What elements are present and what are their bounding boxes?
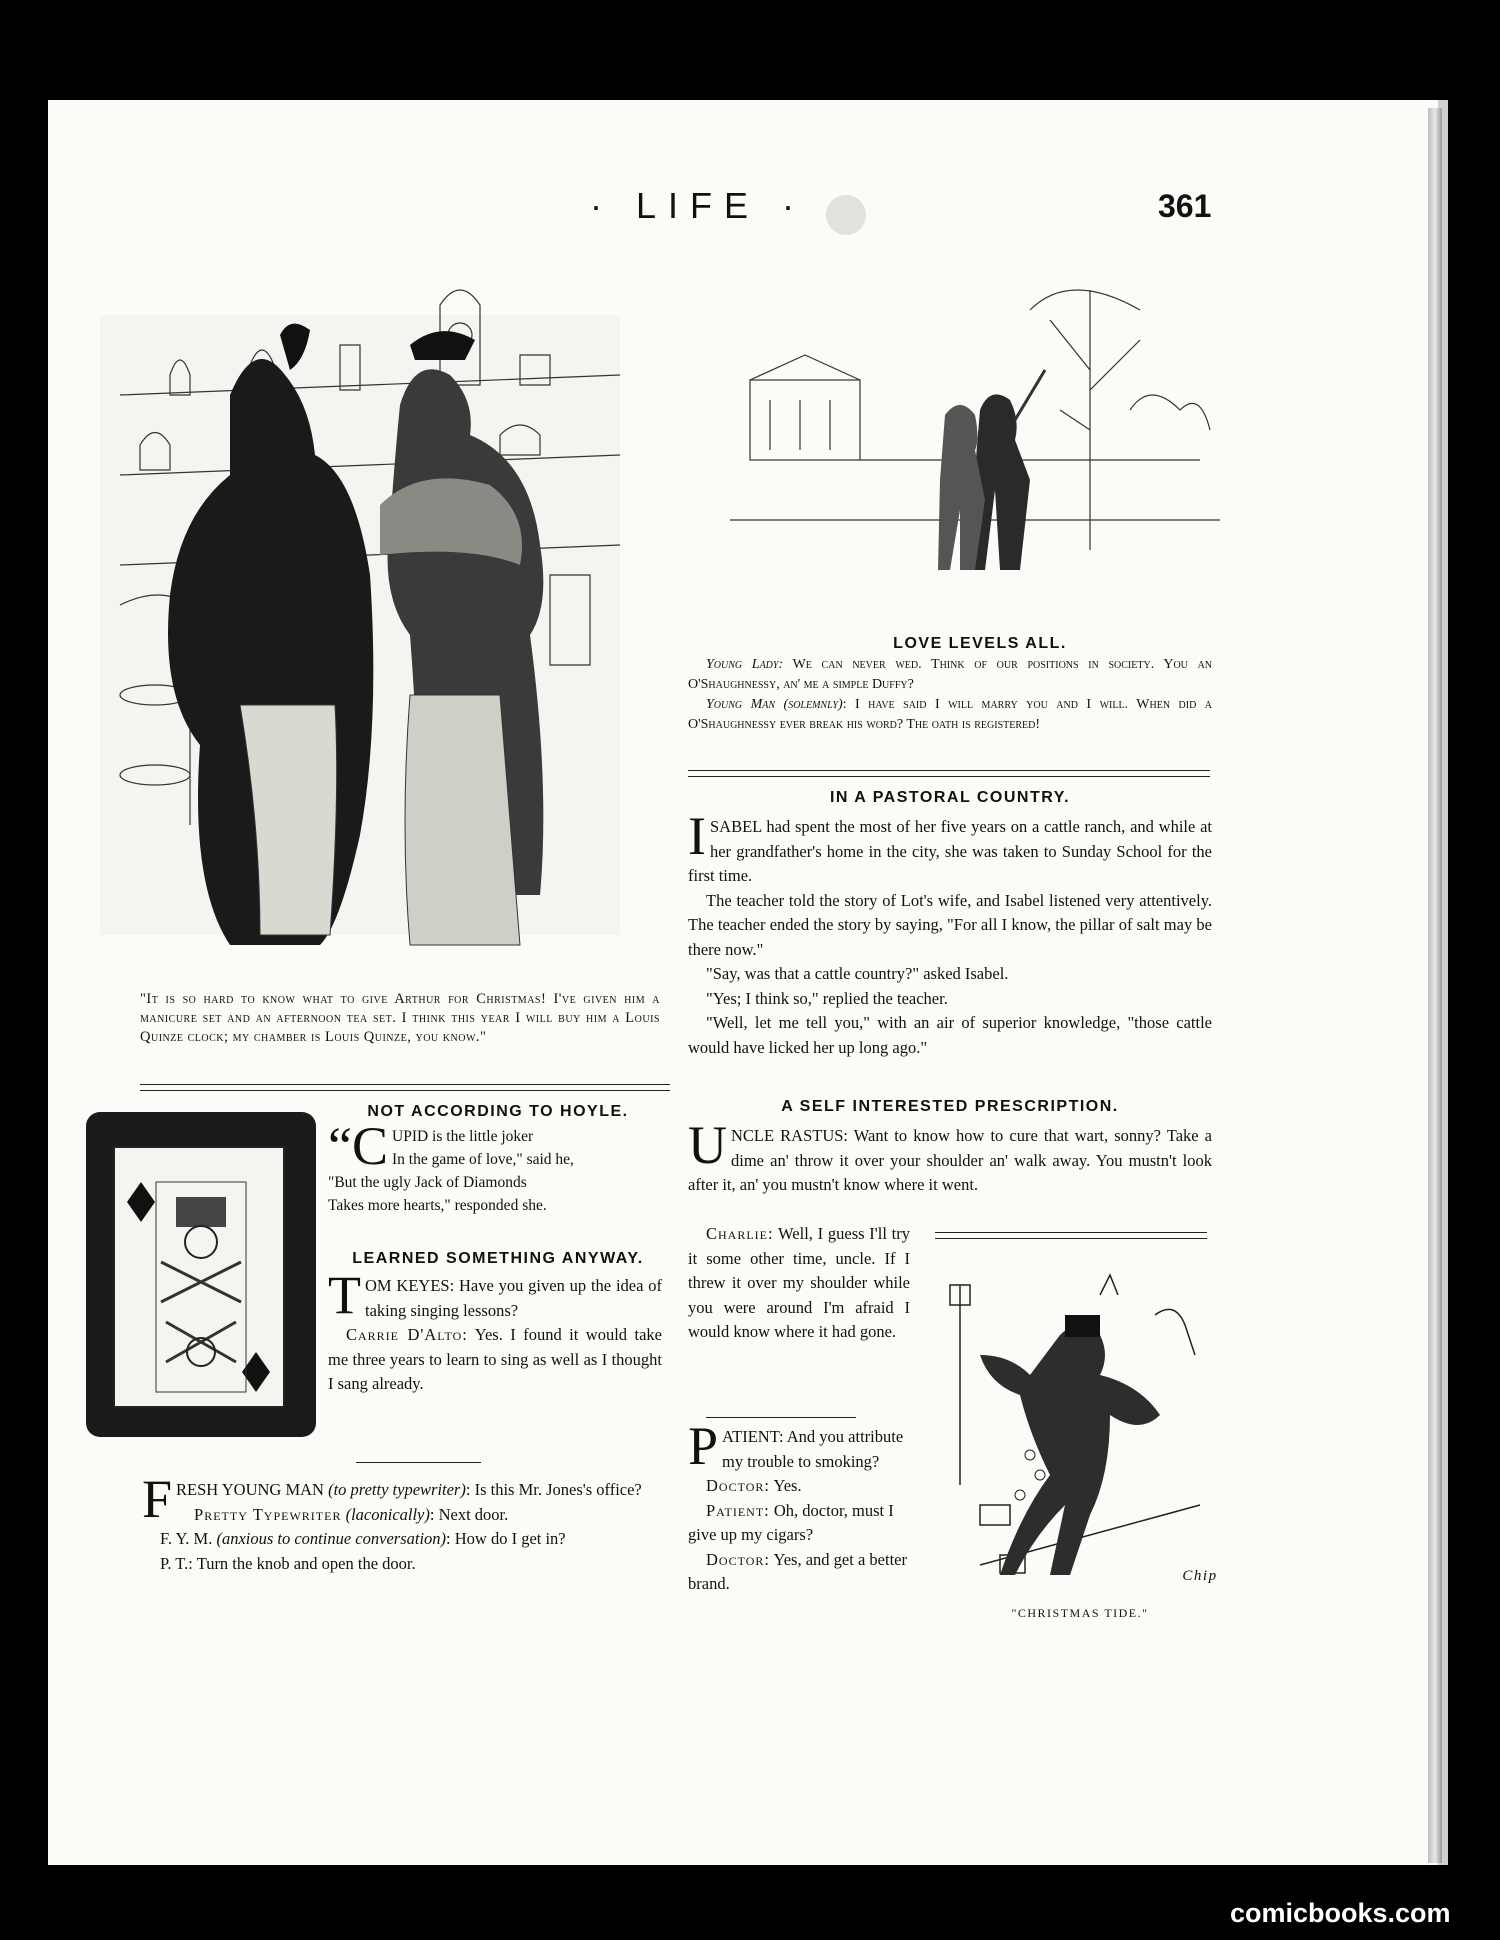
prescription-p2 bbox=[688, 1222, 910, 1345]
doctor-speaker-2: Doctor: bbox=[706, 1549, 770, 1569]
typewriter-p2-end: : Next door. bbox=[429, 1504, 509, 1524]
pastoral-p2: The teacher told the story of Lot's wife, and Isabel listened very attentively. The teacher ended the story by saying, "For all I know, the pillar of salt may be there now." bbox=[688, 890, 1212, 959]
typewriter-p4: P. T.: Turn the knob and open the door. bbox=[160, 1553, 416, 1573]
young-man-speaker: Young Man bbox=[706, 697, 776, 712]
love-levels-text bbox=[688, 655, 1212, 735]
typewriter-text bbox=[142, 1469, 662, 1576]
learned-rule bbox=[356, 1462, 481, 1463]
shop-cartoon-caption: "It is so hard to know what to give Arthur for Christmas! I've given him a manicure set and an afternoon tea set. I think this year I will buy him a Louis Quinze clock; my chamber is Louis Quinze, you know." bbox=[140, 991, 660, 1045]
prescription-dropcap: U bbox=[688, 1115, 727, 1175]
prescription-p1 bbox=[688, 1115, 1212, 1198]
hoyle-line4: Takes more hearts," responded she. bbox=[328, 1197, 547, 1214]
love-levels-heading: LOVE LEVELS ALL. bbox=[893, 635, 1067, 652]
pastoral-p5: "Well, let me tell you," with an air of superior knowledge, "those cattle would have licked her up long ago." bbox=[688, 1013, 1212, 1057]
patient-text bbox=[688, 1416, 910, 1597]
typewriter-p1-end: : Is this Mr. Jones's office? bbox=[465, 1480, 642, 1499]
young-lady-line: We can never wed. Think of our positions in society. You an O'Shaughnessy, an' me a simple Duffy? bbox=[688, 657, 1213, 692]
jack-of-diamonds-illustration bbox=[86, 1112, 316, 1437]
prescription-rule bbox=[935, 1232, 1207, 1239]
typewriter-p1-direction: (to pretty typewriter) bbox=[328, 1480, 466, 1499]
prescription-p1-text: NCLE RASTUS: Want to know how to cure that wart, sonny? Take a dime an' throw it over your shoulder an' walk away. You mustn't look after it, an' you mustn't know where it went. bbox=[688, 1126, 1212, 1194]
learned-heading: LEARNED SOMETHING ANYWAY. bbox=[352, 1250, 644, 1267]
shop-cartoon-illustration bbox=[80, 275, 640, 965]
watermark: comicbooks.com bbox=[1230, 1898, 1451, 1928]
learned-dropcap: T bbox=[328, 1265, 361, 1325]
pastoral-p1: SABEL had spent the most of her five years on a cattle ranch, and while at her grandfather's home in the city, she was taken to Sunday School for the first time. bbox=[688, 817, 1212, 885]
doctor-line-1: Yes. bbox=[773, 1476, 802, 1495]
christmas-tide-signature: Chip bbox=[1182, 1568, 1218, 1584]
hoyle-heading: NOT ACCORDING TO HOYLE. bbox=[367, 1103, 629, 1120]
masthead-title: · LIFE · bbox=[590, 185, 807, 226]
carrie-speaker: Carrie D'Alto: bbox=[346, 1325, 468, 1344]
christmas-tide-illustration bbox=[940, 1255, 1220, 1600]
page-number: 361 bbox=[1158, 188, 1212, 224]
typewriter-p2-direction: (laconically) bbox=[345, 1504, 430, 1524]
charlie-speaker: Charlie: bbox=[706, 1224, 774, 1243]
typewriter-p3-direction: (anxious to continue conversation) bbox=[216, 1529, 447, 1548]
learned-text bbox=[328, 1265, 662, 1397]
pastoral-text bbox=[688, 806, 1212, 1060]
doctor-speaker-1: Doctor: bbox=[706, 1476, 770, 1495]
left-divider-rule bbox=[140, 1084, 670, 1091]
prescription-end-rule bbox=[706, 1417, 856, 1418]
shop-cartoon-drawing bbox=[80, 275, 640, 965]
hoyle-line2: In the game of love," said he, bbox=[392, 1151, 574, 1168]
hoyle-dropcap: “C bbox=[328, 1116, 388, 1176]
page-blot bbox=[826, 195, 866, 235]
jack-of-diamonds-drawing bbox=[86, 1112, 316, 1437]
christmas-tide-drawing bbox=[940, 1255, 1220, 1600]
typewriter-p2-speaker: Pretty Typewriter bbox=[194, 1504, 342, 1524]
typewriter-dropcap: F bbox=[142, 1469, 173, 1529]
typewriter-p3-end: : How do I get in? bbox=[446, 1529, 566, 1548]
patient-speaker-2: Patient: bbox=[706, 1500, 770, 1520]
young-man-direction: (solemnly) bbox=[783, 697, 843, 712]
love-levels-drawing bbox=[730, 270, 1220, 620]
doctor-line-2: Yes, and get a better brand. bbox=[688, 1549, 907, 1593]
patient-dropcap: P bbox=[688, 1416, 719, 1476]
pastoral-p4: "Yes; I think so," replied the teacher. bbox=[706, 988, 948, 1008]
page-edge bbox=[1428, 108, 1442, 1863]
learned-p2: Yes. I found it would take me three years to learn to sing as well as I thought I sang already. bbox=[328, 1325, 662, 1393]
pastoral-heading: IN A PASTORAL COUNTRY. bbox=[829, 789, 1071, 806]
love-levels-illustration bbox=[730, 270, 1220, 620]
pastoral-dropcap: I bbox=[688, 806, 706, 866]
young-man-line: : I have said I will marry you and I will. When did a O'Shaughnessy ever break his word? The oath is registered! bbox=[688, 697, 1213, 732]
charlie-line: Well, I guess I'll try it some other time, uncle. If I threw it over my shoulder while you were around I'm afraid I would know where it had gone. bbox=[688, 1224, 911, 1341]
typewriter-p3-speaker: F. Y. M. bbox=[160, 1529, 213, 1548]
young-lady-speaker: Young Lady: bbox=[706, 657, 784, 672]
typewriter-p1: RESH YOUNG MAN bbox=[176, 1480, 324, 1499]
pastoral-p3: "Say, was that a cattle country?" asked Isabel. bbox=[706, 964, 1009, 983]
patient-line-2: Oh, doctor, must I give up my cigars? bbox=[688, 1500, 894, 1544]
hoyle-line3: "But the ugly Jack of Diamonds bbox=[328, 1174, 527, 1191]
prescription-heading: A SELF INTERESTED PRESCRIPTION. bbox=[781, 1098, 1119, 1115]
patient-p1: ATIENT: And you attribute my trouble to smoking? bbox=[722, 1427, 904, 1471]
hoyle-verse bbox=[328, 1116, 668, 1217]
christmas-tide-caption: "CHRISTMAS TIDE." bbox=[1011, 1606, 1149, 1620]
love-levels-rule bbox=[688, 770, 1210, 777]
hoyle-line1: UPID is the little joker bbox=[392, 1128, 534, 1145]
learned-p1: OM KEYES: Have you given up the idea of taking singing lessons? bbox=[365, 1276, 662, 1320]
